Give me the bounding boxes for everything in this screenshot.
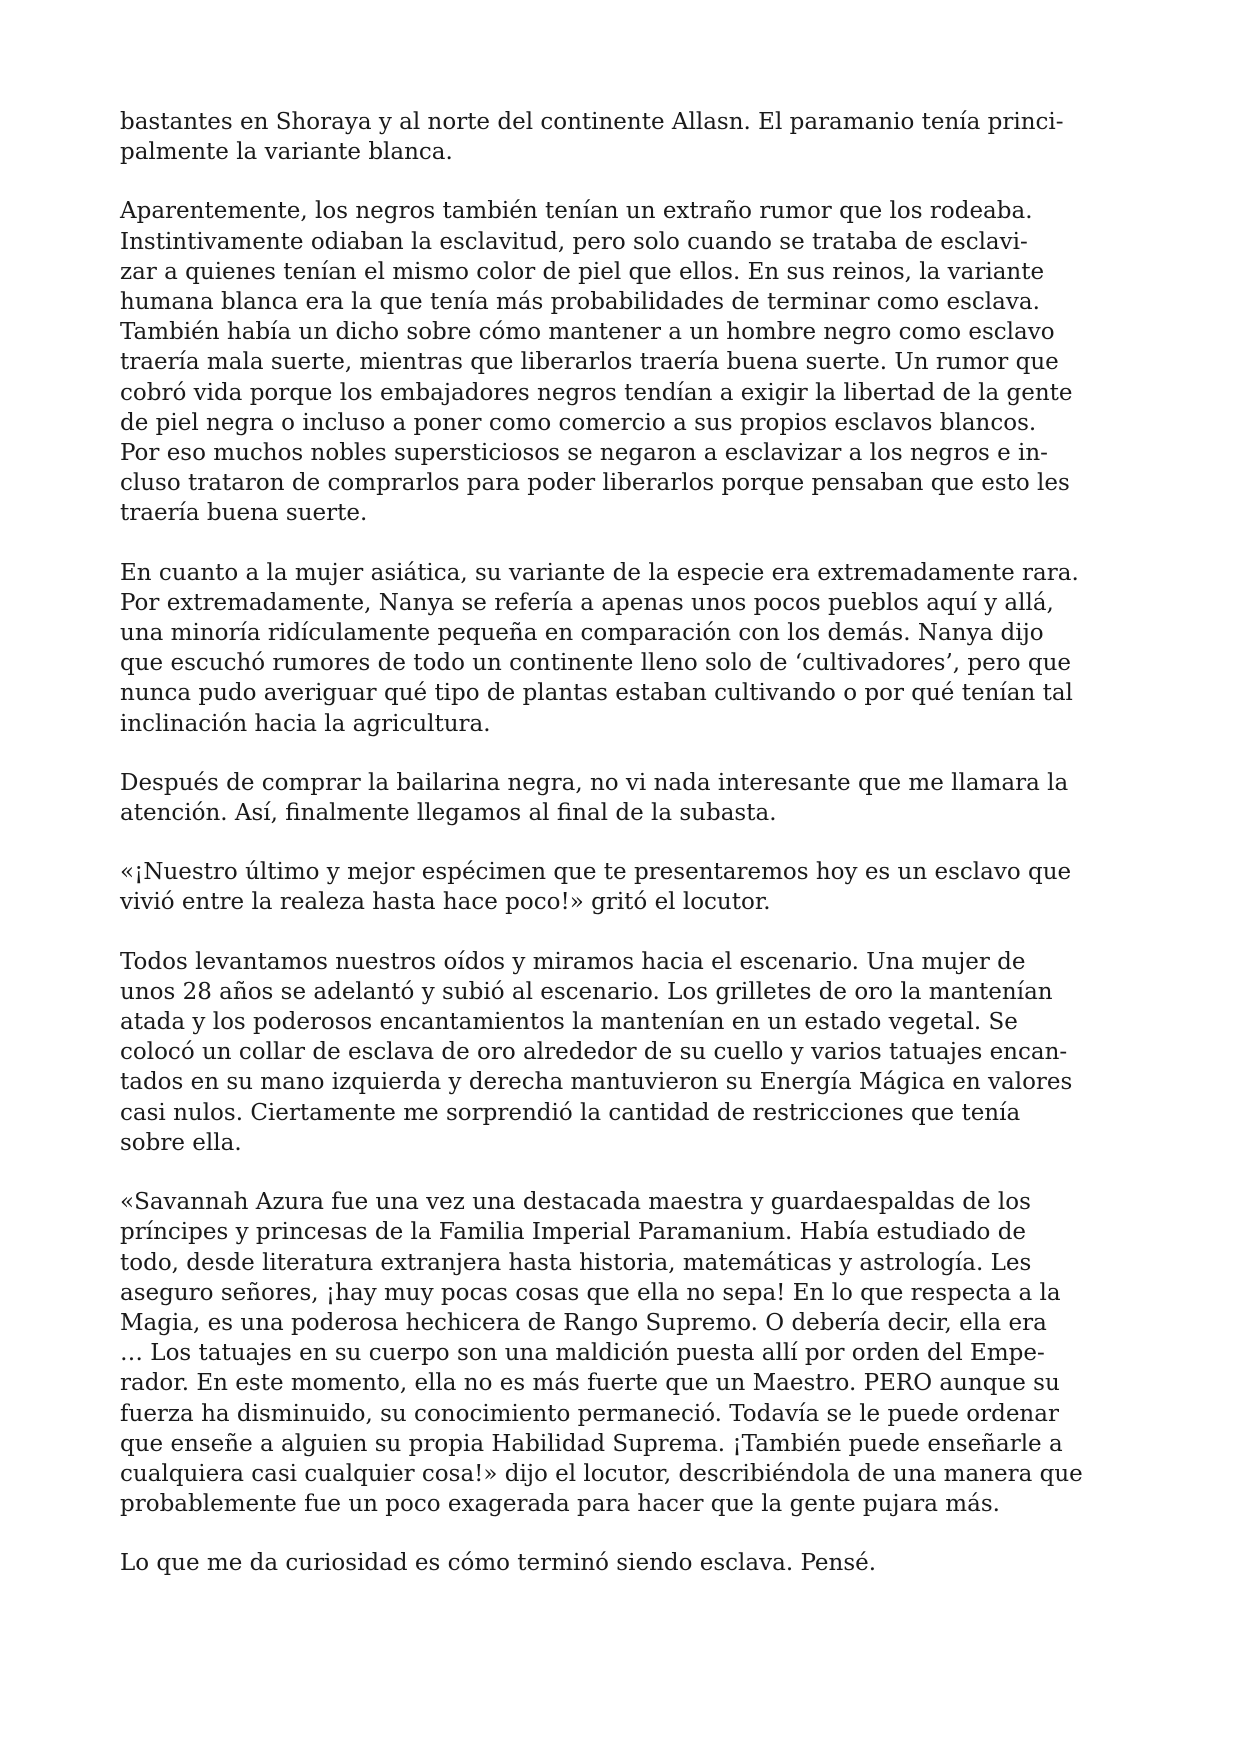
text-line: atada y los poderosos encantamientos la mantenían en un estado vegetal. Se xyxy=(120,1009,1018,1036)
paragraph xyxy=(120,196,1125,528)
text-line: colocó un collar de esclava de oro alrededor de su cuello y varios tatuajes encan- xyxy=(120,1039,1068,1066)
text-line: palmente la variante blanca. xyxy=(120,139,453,166)
text-line: sobre ella. xyxy=(120,1129,242,1156)
paragraph xyxy=(120,768,1125,828)
text-line: cobró vida porque los embajadores negros tendían a exigir la libertad de la gente xyxy=(120,379,1073,406)
paragraph xyxy=(120,947,1125,1158)
text-line: humana blanca era la que tenía más probabilidades de terminar como esclava. xyxy=(120,289,1040,316)
text-line: aseguro señores, ¡hay muy pocas cosas que ella no sepa! En lo que respecta a la xyxy=(120,1279,1061,1306)
text-line: Por eso muchos nobles supersticiosos se negaron a esclavizar a los negros e in- xyxy=(120,440,1048,467)
document-page xyxy=(120,107,1125,1608)
text-line: En cuanto a la mujer asiática, su variante de la especie era extremadamente rara. xyxy=(120,559,1079,586)
text-line: fuerza ha disminuido, su conocimiento permaneció. Todavía se le puede ordenar xyxy=(120,1400,1059,1427)
text-line: Magia, es una poderosa hechicera de Rango Supremo. O debería decir, ella era xyxy=(120,1309,1047,1336)
paragraph xyxy=(120,107,1125,167)
text-line: tados en su mano izquierda y derecha mantuvieron su Energía Mágica en valores xyxy=(120,1069,1073,1096)
text-line: unos 28 años se adelantó y subió al escenario. Los grilletes de oro la mantenían xyxy=(120,978,1053,1005)
text-line: casi nulos. Ciertamente me sorprendió la cantidad de restricciones que tenía xyxy=(120,1099,1021,1126)
text-line: vivió entre la realeza hasta hace poco!» gritó el locutor. xyxy=(120,889,771,916)
text-line: inclinación hacia la agricultura. xyxy=(120,710,491,737)
text-line: Después de comprar la bailarina negra, no vi nada interesante que me llamara la xyxy=(120,769,1069,796)
text-line: Lo que me da curiosidad es cómo terminó siendo esclava. Pensé. xyxy=(120,1550,877,1577)
text-line: nunca pudo averiguar qué tipo de plantas estaban cultivando o por qué tenían tal xyxy=(120,680,1073,707)
text-line: príncipes y princesas de la Familia Imperial Paramanium. Había estudiado de xyxy=(120,1219,1027,1246)
text-line: Instintivamente odiaban la esclavitud, pero solo cuando se trataba de esclavi- xyxy=(120,228,1028,255)
text-line: «¡Nuestro último y mejor espécimen que te presentaremos hoy es un esclavo que xyxy=(120,859,1072,886)
text-line: traería buena suerte. xyxy=(120,500,368,527)
text-line: También había un dicho sobre cómo mantener a un hombre negro como esclavo xyxy=(120,319,1055,346)
text-line: traería mala suerte, mientras que liberarlos traería buena suerte. Un rumor que xyxy=(120,349,1059,376)
text-line: que enseñe a alguien su propia Habilidad Suprema. ¡También puede enseñarle a xyxy=(120,1430,1063,1457)
text-line: probablemente fue un poco exagerada para hacer que la gente pujara más. xyxy=(120,1491,1000,1518)
text-line: atención. Así, finalmente llegamos al final de la subasta. xyxy=(120,800,777,827)
text-line: de piel negra o incluso a poner como comercio a sus propios esclavos blancos. xyxy=(120,409,1037,436)
text-line: cluso trataron de comprarlos para poder liberarlos porque pensaban que esto les xyxy=(120,470,1070,497)
text-line: cualquiera casi cualquier cosa!» dijo el locutor, describiéndola de una manera que xyxy=(120,1460,1083,1487)
text-line: bastantes en Shoraya y al norte del continente Allasn. El paramanio tenía princi- xyxy=(120,109,1064,135)
text-line: … Los tatuajes en su cuerpo son una maldición puesta allí por orden del Empe- xyxy=(120,1340,1045,1367)
paragraph xyxy=(120,1187,1125,1519)
paragraph xyxy=(120,558,1125,739)
text-line: Todos levantamos nuestros oídos y miramos hacia el escenario. Una mujer de xyxy=(120,948,1026,975)
text-line: todo, desde literatura extranjera hasta historia, matemáticas y astrología. Les xyxy=(120,1249,1032,1276)
text-line: que escuchó rumores de todo un continente lleno solo de ‘cultivadores’, pero que xyxy=(120,650,1072,677)
text-line: Aparentemente, los negros también tenían un extraño rumor que los rodeaba. xyxy=(120,198,1033,225)
text-line: «Savannah Azura fue una vez una destacada maestra y guardaespaldas de los xyxy=(120,1189,1031,1216)
paragraph xyxy=(120,1548,1125,1578)
paragraph xyxy=(120,857,1125,917)
text-line: Por extremadamente, Nanya se refería a apenas unos pocos pueblos aquí y allá, xyxy=(120,589,1054,616)
text-line: rador. En este momento, ella no es más fuerte que un Maestro. PERO aunque su xyxy=(120,1370,1060,1397)
text-line: zar a quienes tenían el mismo color de piel que ellos. En sus reinos, la variante xyxy=(120,258,1045,285)
text-line: una minoría ridículamente pequeña en comparación con los demás. Nanya dijo xyxy=(120,620,1044,647)
